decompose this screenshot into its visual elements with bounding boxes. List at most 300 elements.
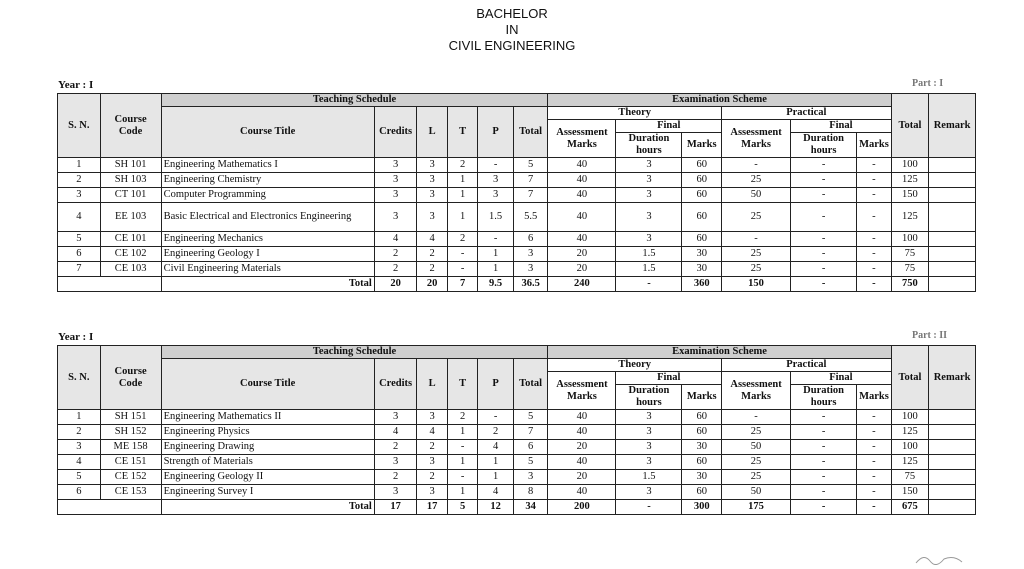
- course-code-cell: SH 152: [100, 425, 161, 440]
- course-title-header: Course Title: [161, 107, 374, 158]
- credits-cell: 3: [374, 410, 417, 425]
- practical-assessment-cell: 25: [722, 470, 791, 485]
- lecture-cell: 4: [417, 425, 447, 440]
- course-row: [58, 485, 976, 500]
- total-hours-cell: 7: [513, 188, 548, 203]
- remark-cell: [929, 485, 976, 500]
- theory-duration-header: Duration hours: [616, 133, 682, 158]
- theory-duration-cell: 3: [616, 158, 682, 173]
- practical-marks-cell: -: [857, 262, 892, 277]
- course-row: [58, 470, 976, 485]
- practical-marks-total: -: [857, 500, 892, 515]
- course-code-header: Course Code: [100, 94, 161, 158]
- grand-total-cell: 75: [891, 470, 929, 485]
- tutorial-total: 7: [447, 277, 477, 292]
- course-title-cell: Engineering Geology I: [161, 247, 374, 262]
- course-code-cell: SH 151: [100, 410, 161, 425]
- theory-duration-cell: 1.5: [616, 247, 682, 262]
- lecture-cell: 3: [417, 158, 447, 173]
- theory-duration-cell: 3: [616, 485, 682, 500]
- theory-assessment-total: 200: [548, 500, 616, 515]
- lecture-total: 17: [417, 500, 447, 515]
- practical-duration-cell: -: [791, 188, 857, 203]
- course-code-cell: CE 103: [100, 262, 161, 277]
- course-row: [58, 410, 976, 425]
- practical-duration-cell: -: [791, 173, 857, 188]
- grand-total-cell: 100: [891, 158, 929, 173]
- remark-cell: [929, 173, 976, 188]
- tutorial-cell: 1: [447, 173, 477, 188]
- theory-duration-cell: 1.5: [616, 470, 682, 485]
- course-title-cell: Civil Engineering Materials: [161, 262, 374, 277]
- practical-marks-cell: -: [857, 425, 892, 440]
- course-code-cell: CT 101: [100, 188, 161, 203]
- course-code-cell: CE 102: [100, 247, 161, 262]
- practical-assessment-cell: 50: [722, 440, 791, 455]
- tutorial-cell: 1: [447, 485, 477, 500]
- theory-duration-cell: 3: [616, 232, 682, 247]
- course-code-header: Course Code: [100, 346, 161, 410]
- sn-cell: 2: [58, 425, 101, 440]
- heading-line-3: CIVIL ENGINEERING: [448, 38, 576, 53]
- grand-total-cell: 150: [891, 188, 929, 203]
- total-hours-cell: 7: [513, 173, 548, 188]
- theory-assessment-cell: 20: [548, 440, 616, 455]
- course-code-cell: CE 151: [100, 455, 161, 470]
- course-row: [58, 188, 976, 203]
- totals-spacer: [58, 500, 162, 515]
- credits-cell: 4: [374, 425, 417, 440]
- practical-duration-cell: -: [791, 262, 857, 277]
- course-title-cell: Engineering Drawing: [161, 440, 374, 455]
- credits-total: 20: [374, 277, 417, 292]
- remark-cell: [929, 470, 976, 485]
- practical-marks-total: -: [857, 277, 892, 292]
- theory-assessment-cell: 40: [548, 485, 616, 500]
- grand-total-total: 675: [891, 500, 929, 515]
- practical-marks-cell: -: [857, 188, 892, 203]
- grand-total-total: 750: [891, 277, 929, 292]
- practical-header: Practical: [722, 107, 892, 120]
- credits-cell: 2: [374, 247, 417, 262]
- practical-duration-cell: -: [791, 410, 857, 425]
- theory-assessment-cell: 40: [548, 173, 616, 188]
- remark-cell: [929, 440, 976, 455]
- practical-marks-cell: -: [857, 455, 892, 470]
- total-hours-cell: 5: [513, 158, 548, 173]
- course-title-cell: Engineering Mathematics I: [161, 158, 374, 173]
- remark-cell: [929, 410, 976, 425]
- theory-marks-header: Marks: [682, 385, 722, 410]
- total-hours-header: Total: [513, 107, 548, 158]
- practical-duration-header: Duration hours: [791, 385, 857, 410]
- signature-mark: [914, 551, 984, 565]
- theory-duration-cell: 3: [616, 425, 682, 440]
- practical-hours-cell: 1: [478, 470, 514, 485]
- grand-total-cell: 100: [891, 410, 929, 425]
- teaching-schedule-header: Teaching Schedule: [161, 94, 548, 107]
- tutorial-cell: 2: [447, 410, 477, 425]
- credits-cell: 2: [374, 262, 417, 277]
- practical-assessment-cell: 25: [722, 247, 791, 262]
- tutorial-cell: 1: [447, 455, 477, 470]
- practical-hours-cell: -: [478, 158, 514, 173]
- theory-marks-cell: 30: [682, 247, 722, 262]
- sn-cell: 5: [58, 232, 101, 247]
- total-hours-total: 36.5: [513, 277, 548, 292]
- practical-duration-total: -: [791, 277, 857, 292]
- practical-assessment-total: 150: [722, 277, 791, 292]
- course-title-cell: Engineering Mathematics II: [161, 410, 374, 425]
- course-code-cell: EE 103: [100, 203, 161, 232]
- course-row: [58, 232, 976, 247]
- practical-hours-cell: 1: [478, 455, 514, 470]
- sn-cell: 4: [58, 455, 101, 470]
- sn-cell: 4: [58, 203, 101, 232]
- credits-cell: 3: [374, 188, 417, 203]
- theory-duration-cell: 3: [616, 455, 682, 470]
- credits-header: Credits: [374, 107, 417, 158]
- remark-cell: [929, 425, 976, 440]
- practical-hours-cell: 1: [478, 262, 514, 277]
- total-label: Total: [161, 277, 374, 292]
- course-code-cell: CE 101: [100, 232, 161, 247]
- theory-marks-cell: 30: [682, 440, 722, 455]
- theory-marks-total: 360: [682, 277, 722, 292]
- practical-duration-cell: -: [791, 158, 857, 173]
- lecture-cell: 2: [417, 247, 447, 262]
- remark-total: [929, 500, 976, 515]
- course-code-cell: SH 101: [100, 158, 161, 173]
- total-hours-total: 34: [513, 500, 548, 515]
- course-code-cell: ME 158: [100, 440, 161, 455]
- theory-header: Theory: [548, 107, 722, 120]
- practical-marks-cell: -: [857, 440, 892, 455]
- practical-assessment-cell: -: [722, 410, 791, 425]
- theory-assessment-cell: 20: [548, 247, 616, 262]
- practical-marks-cell: -: [857, 410, 892, 425]
- course-row: [58, 425, 976, 440]
- theory-assessment-cell: 40: [548, 203, 616, 232]
- practical-duration-cell: -: [791, 470, 857, 485]
- course-title-cell: Basic Electrical and Electronics Engineering: [161, 203, 374, 232]
- practical-final-header: Final: [791, 372, 892, 385]
- header-row: [58, 359, 976, 372]
- lecture-cell: 3: [417, 410, 447, 425]
- l-header: L: [417, 107, 447, 158]
- theory-assessment-total: 240: [548, 277, 616, 292]
- course-row: [58, 173, 976, 188]
- credits-cell: 3: [374, 173, 417, 188]
- practical-assessment-cell: -: [722, 158, 791, 173]
- practical-duration-cell: -: [791, 203, 857, 232]
- theory-assessment-cell: 20: [548, 262, 616, 277]
- teaching-schedule-header: Teaching Schedule: [161, 346, 548, 359]
- theory-assessment-header: Assessment Marks: [548, 120, 616, 158]
- practical-marks-header: Marks: [857, 385, 892, 410]
- exam-scheme-header: Examination Scheme: [548, 94, 891, 107]
- practical-hours-cell: 1: [478, 247, 514, 262]
- sn-cell: 5: [58, 470, 101, 485]
- theory-marks-cell: 60: [682, 485, 722, 500]
- course-title-cell: Engineering Chemistry: [161, 173, 374, 188]
- theory-duration-cell: 3: [616, 203, 682, 232]
- theory-marks-cell: 30: [682, 470, 722, 485]
- practical-assessment-cell: 25: [722, 203, 791, 232]
- remark-cell: [929, 203, 976, 232]
- practical-hours-cell: 2: [478, 425, 514, 440]
- sn-cell: 6: [58, 247, 101, 262]
- theory-header: Theory: [548, 359, 722, 372]
- remark-cell: [929, 247, 976, 262]
- tutorial-cell: 1: [447, 188, 477, 203]
- sn-cell: 3: [58, 188, 101, 203]
- practical-marks-cell: -: [857, 173, 892, 188]
- credits-header: Credits: [374, 359, 417, 410]
- totals-row: [58, 500, 976, 515]
- sn-cell: 3: [58, 440, 101, 455]
- practical-hours-total: 12: [478, 500, 514, 515]
- tutorial-cell: 1: [447, 425, 477, 440]
- credits-cell: 3: [374, 158, 417, 173]
- practical-marks-cell: -: [857, 232, 892, 247]
- practical-assessment-cell: 50: [722, 485, 791, 500]
- heading-line-1: BACHELOR: [476, 6, 548, 21]
- practical-assessment-total: 175: [722, 500, 791, 515]
- course-code-cell: CE 153: [100, 485, 161, 500]
- schedule-table-part1: [57, 93, 976, 292]
- schedule-table-part2: [57, 345, 976, 515]
- theory-assessment-cell: 40: [548, 232, 616, 247]
- heading-line-2: IN: [505, 22, 519, 37]
- practical-assessment-cell: -: [722, 232, 791, 247]
- practical-duration-cell: -: [791, 425, 857, 440]
- sn-cell: 1: [58, 158, 101, 173]
- remark-cell: [929, 188, 976, 203]
- credits-cell: 3: [374, 485, 417, 500]
- remark-cell: [929, 232, 976, 247]
- practical-hours-cell: 3: [478, 173, 514, 188]
- practical-header: Practical: [722, 359, 892, 372]
- lecture-cell: 3: [417, 203, 447, 232]
- lecture-cell: 3: [417, 485, 447, 500]
- total-hours-cell: 6: [513, 232, 548, 247]
- practical-assessment-header: Assessment Marks: [722, 372, 791, 410]
- theory-marks-cell: 30: [682, 262, 722, 277]
- grand-total-cell: 150: [891, 485, 929, 500]
- sn-header: S. N.: [58, 346, 101, 410]
- theory-duration-cell: 3: [616, 410, 682, 425]
- theory-duration-cell: 3: [616, 440, 682, 455]
- course-title-cell: Engineering Physics: [161, 425, 374, 440]
- credits-cell: 4: [374, 232, 417, 247]
- course-row: [58, 440, 976, 455]
- practical-duration-cell: -: [791, 247, 857, 262]
- practical-final-header: Final: [791, 120, 892, 133]
- practical-duration-header: Duration hours: [791, 133, 857, 158]
- grand-total-cell: 125: [891, 203, 929, 232]
- t-header: T: [447, 107, 477, 158]
- course-row: [58, 455, 976, 470]
- t-header: T: [447, 359, 477, 410]
- theory-duration-total: -: [616, 500, 682, 515]
- header-row: [58, 346, 976, 359]
- lecture-cell: 2: [417, 262, 447, 277]
- theory-marks-cell: 60: [682, 188, 722, 203]
- sn-cell: 7: [58, 262, 101, 277]
- credits-cell: 2: [374, 470, 417, 485]
- credits-total: 17: [374, 500, 417, 515]
- practical-hours-total: 9.5: [478, 277, 514, 292]
- theory-assessment-header: Assessment Marks: [548, 372, 616, 410]
- p-header: P: [478, 107, 514, 158]
- course-code-cell: SH 103: [100, 173, 161, 188]
- theory-duration-cell: 3: [616, 188, 682, 203]
- total-label: Total: [161, 500, 374, 515]
- part-label-1: Part : I: [912, 78, 944, 89]
- grand-total-cell: 125: [891, 173, 929, 188]
- theory-assessment-cell: 20: [548, 470, 616, 485]
- credits-cell: 2: [374, 440, 417, 455]
- practical-duration-cell: -: [791, 232, 857, 247]
- practical-marks-cell: -: [857, 158, 892, 173]
- theory-marks-cell: 60: [682, 455, 722, 470]
- p-header: P: [478, 359, 514, 410]
- remark-cell: [929, 262, 976, 277]
- lecture-cell: 3: [417, 173, 447, 188]
- remark-header: Remark: [929, 94, 976, 158]
- tutorial-cell: 2: [447, 232, 477, 247]
- theory-assessment-cell: 40: [548, 188, 616, 203]
- practical-marks-cell: -: [857, 247, 892, 262]
- total-hours-cell: 7: [513, 425, 548, 440]
- practical-hours-cell: -: [478, 232, 514, 247]
- practical-duration-cell: -: [791, 440, 857, 455]
- lecture-cell: 2: [417, 470, 447, 485]
- practical-assessment-cell: 25: [722, 455, 791, 470]
- theory-marks-cell: 60: [682, 425, 722, 440]
- course-title-cell: Engineering Mechanics: [161, 232, 374, 247]
- total-hours-cell: 3: [513, 470, 548, 485]
- practical-hours-cell: 3: [478, 188, 514, 203]
- part-label-2: Part : II: [912, 330, 947, 341]
- theory-final-header: Final: [616, 120, 722, 133]
- exam-scheme-header: Examination Scheme: [548, 346, 891, 359]
- remark-cell: [929, 455, 976, 470]
- course-title-cell: Engineering Geology II: [161, 470, 374, 485]
- grand-total-cell: 125: [891, 455, 929, 470]
- total-hours-cell: 8: [513, 485, 548, 500]
- theory-marks-total: 300: [682, 500, 722, 515]
- course-title-header: Course Title: [161, 359, 374, 410]
- header-row: [58, 94, 976, 107]
- total-hours-cell: 3: [513, 247, 548, 262]
- course-title-cell: Strength of Materials: [161, 455, 374, 470]
- tutorial-cell: 1: [447, 203, 477, 232]
- remark-total: [929, 277, 976, 292]
- grand-total-cell: 75: [891, 262, 929, 277]
- theory-marks-cell: 60: [682, 232, 722, 247]
- grand-total-cell: 75: [891, 247, 929, 262]
- tutorial-cell: 2: [447, 158, 477, 173]
- totals-spacer: [58, 277, 162, 292]
- practical-assessment-cell: 25: [722, 173, 791, 188]
- course-row: [58, 158, 976, 173]
- course-title-cell: Computer Programming: [161, 188, 374, 203]
- course-row: [58, 262, 976, 277]
- grand-total-cell: 125: [891, 425, 929, 440]
- tutorial-cell: -: [447, 247, 477, 262]
- lecture-cell: 3: [417, 188, 447, 203]
- sn-cell: 2: [58, 173, 101, 188]
- theory-marks-header: Marks: [682, 133, 722, 158]
- lecture-cell: 4: [417, 232, 447, 247]
- sn-cell: 6: [58, 485, 101, 500]
- theory-marks-cell: 60: [682, 203, 722, 232]
- theory-final-header: Final: [616, 372, 722, 385]
- sn-cell: 1: [58, 410, 101, 425]
- totals-row: [58, 277, 976, 292]
- theory-assessment-cell: 40: [548, 410, 616, 425]
- practical-hours-cell: 4: [478, 485, 514, 500]
- year-label-part2: Year : I: [58, 331, 94, 343]
- theory-duration-total: -: [616, 277, 682, 292]
- grand-total-cell: 100: [891, 232, 929, 247]
- total-hours-cell: 5: [513, 455, 548, 470]
- sn-header: S. N.: [58, 94, 101, 158]
- course-title-cell: Engineering Survey I: [161, 485, 374, 500]
- practical-marks-cell: -: [857, 203, 892, 232]
- practical-hours-cell: 1.5: [478, 203, 514, 232]
- remark-cell: [929, 158, 976, 173]
- total-hours-cell: 6: [513, 440, 548, 455]
- theory-assessment-cell: 40: [548, 455, 616, 470]
- practical-duration-total: -: [791, 500, 857, 515]
- theory-marks-cell: 60: [682, 158, 722, 173]
- year-label-part1: Year : I: [58, 79, 94, 91]
- header-row: [58, 107, 976, 120]
- tutorial-cell: -: [447, 440, 477, 455]
- practical-hours-cell: 4: [478, 440, 514, 455]
- practical-assessment-header: Assessment Marks: [722, 120, 791, 158]
- course-row: [58, 203, 976, 232]
- total-hours-cell: 3: [513, 262, 548, 277]
- lecture-total: 20: [417, 277, 447, 292]
- grand-total-cell: 100: [891, 440, 929, 455]
- grand-total-header: Total: [891, 346, 929, 410]
- practical-marks-cell: -: [857, 485, 892, 500]
- l-header: L: [417, 359, 447, 410]
- course-code-cell: CE 152: [100, 470, 161, 485]
- total-hours-header: Total: [513, 359, 548, 410]
- tutorial-total: 5: [447, 500, 477, 515]
- theory-assessment-cell: 40: [548, 425, 616, 440]
- lecture-cell: 2: [417, 440, 447, 455]
- grand-total-header: Total: [891, 94, 929, 158]
- theory-marks-cell: 60: [682, 173, 722, 188]
- practical-duration-cell: -: [791, 485, 857, 500]
- theory-duration-cell: 3: [616, 173, 682, 188]
- remark-header: Remark: [929, 346, 976, 410]
- page-heading: [0, 6, 1024, 54]
- theory-duration-cell: 1.5: [616, 262, 682, 277]
- total-hours-cell: 5: [513, 410, 548, 425]
- credits-cell: 3: [374, 455, 417, 470]
- practical-assessment-cell: 25: [722, 425, 791, 440]
- theory-duration-header: Duration hours: [616, 385, 682, 410]
- course-row: [58, 247, 976, 262]
- practical-marks-header: Marks: [857, 133, 892, 158]
